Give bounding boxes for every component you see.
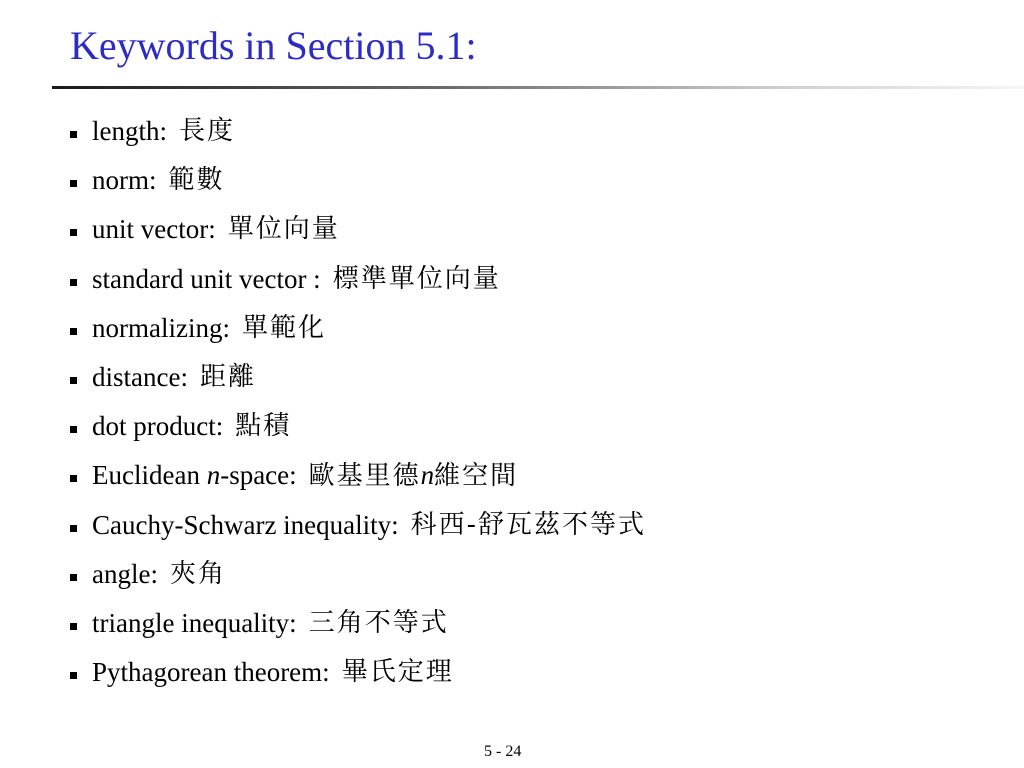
keyword-item-euclidean-n-space <box>70 453 646 502</box>
keyword-translation: 畢氏定理 <box>341 657 454 688</box>
keyword-term: Cauchy-Schwarz inequality: <box>92 509 399 540</box>
keyword-translation: 長度 <box>179 116 236 146</box>
keyword-term: distance: <box>92 361 188 392</box>
square-bullet-icon <box>70 328 77 335</box>
keyword-term: normalizing: <box>92 312 230 343</box>
keyword-term-variable: n <box>206 460 221 491</box>
square-bullet-icon <box>70 131 77 138</box>
slide-title: Keywords in Section 5.1: <box>70 23 477 68</box>
keyword-term: triangle inequality: <box>92 607 297 638</box>
keyword-item-length <box>70 109 646 158</box>
square-bullet-icon <box>70 229 77 236</box>
keyword-item-cauchy-schwarz <box>70 503 646 552</box>
keyword-translation: 標準單位向量 <box>332 263 501 294</box>
keyword-translation-variable: n <box>420 460 435 491</box>
keyword-translation: 距離 <box>199 361 256 392</box>
keyword-term-prefix: Euclidean <box>92 460 207 491</box>
keyword-translation: 單範化 <box>241 312 326 343</box>
keyword-translation: 夾角 <box>169 558 226 589</box>
keyword-item-triangle-inequality <box>70 601 646 650</box>
square-bullet-icon <box>70 279 77 286</box>
keyword-item-pythagorean-theorem <box>70 650 646 699</box>
title-underline <box>52 86 1024 89</box>
keyword-term: norm: <box>92 165 157 196</box>
keyword-item-angle <box>70 552 646 601</box>
page-number: 5 - 24 <box>484 743 522 760</box>
keyword-translation <box>309 453 519 498</box>
keyword-translation-suffix: 維空間 <box>434 461 519 492</box>
square-bullet-icon <box>70 426 77 433</box>
keyword-term: standard unit vector : <box>92 263 321 294</box>
square-bullet-icon <box>70 623 77 630</box>
square-bullet-icon <box>70 475 77 482</box>
keyword-term: dot product: <box>92 411 224 442</box>
keyword-translation: 範數 <box>168 165 225 196</box>
square-bullet-icon <box>70 672 77 679</box>
keyword-item-norm <box>70 158 646 207</box>
keyword-term: unit vector: <box>92 214 216 245</box>
keyword-item-dot-product <box>70 404 646 453</box>
keyword-term: angle: <box>92 558 158 589</box>
keyword-item-unit-vector <box>70 207 646 256</box>
keyword-term <box>92 453 297 497</box>
keyword-term-suffix: -space: <box>220 460 297 491</box>
keyword-translation: 單位向量 <box>227 214 340 245</box>
keyword-translation: 科西-舒瓦茲不等式 <box>410 509 647 540</box>
keyword-term: length: <box>92 116 167 146</box>
keyword-translation-prefix: 歐基里德 <box>308 461 421 492</box>
keyword-list <box>70 109 646 699</box>
keyword-term: Pythagorean theorem: <box>92 657 330 688</box>
square-bullet-icon <box>70 180 77 187</box>
keyword-item-normalizing <box>70 306 646 355</box>
keyword-item-standard-unit-vector <box>70 257 646 306</box>
square-bullet-icon <box>70 377 77 384</box>
keyword-translation: 點積 <box>235 411 292 442</box>
square-bullet-icon <box>70 525 77 532</box>
square-bullet-icon <box>70 574 77 581</box>
keyword-item-distance <box>70 355 646 404</box>
keyword-translation: 三角不等式 <box>308 607 449 638</box>
